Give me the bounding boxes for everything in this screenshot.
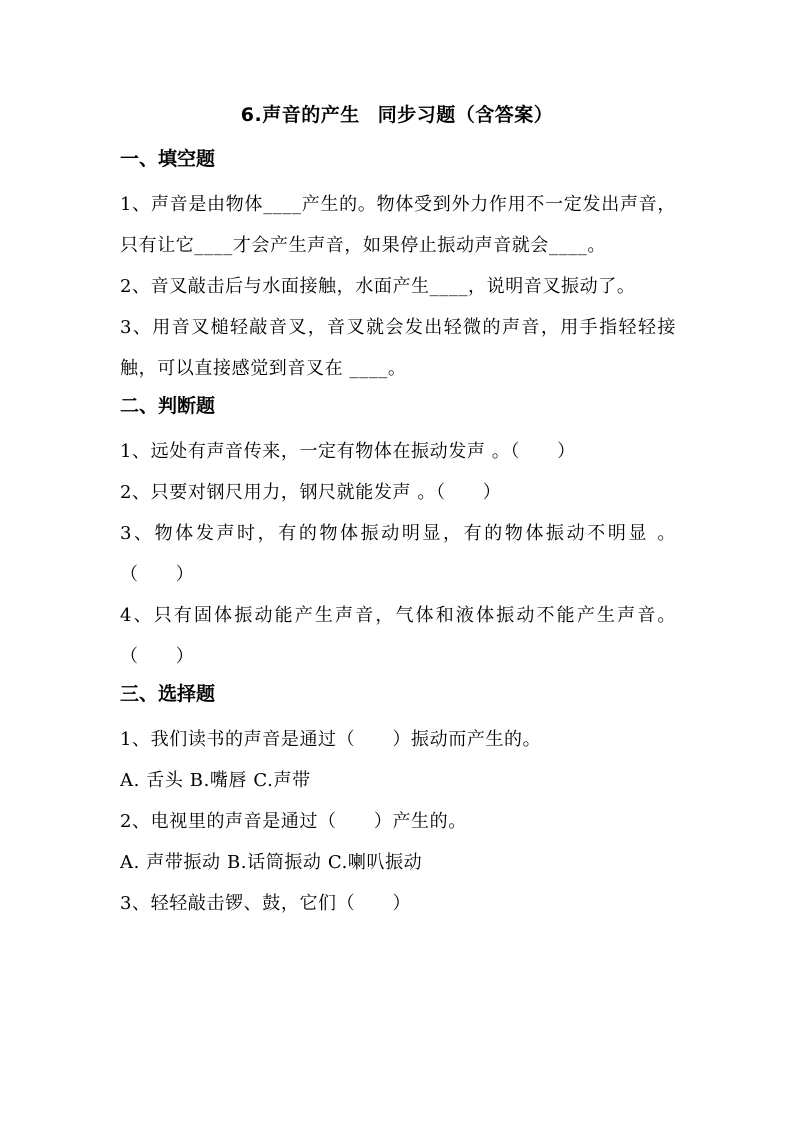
question-item: 3、用音叉槌轻敲音叉，音叉就会发出轻微的声音，用手指轻轻接触，可以直接感觉到音叉在 ____。 xyxy=(120,317,676,379)
document-title xyxy=(0,100,794,127)
section-heading-multiple-choice: 三、选择题 xyxy=(120,683,216,705)
question-item: 2、电视里的声音是通过（ ）产生的。 xyxy=(120,811,467,832)
question-item: 1、声音是由物体____产生的。物体受到外力作用不一定发出声音，只有让它____才会产生声音，如果停止振动声音就会____。 xyxy=(120,194,676,256)
title-part-1: 6.声音的产生 xyxy=(240,104,360,126)
document-body xyxy=(120,146,676,924)
question-item: 4、只有固体振动能产生声音，气体和液体振动不能产生声音。（ ） xyxy=(120,605,676,667)
question-item: 2、音叉敲击后与水面接触，水面产生____，说明音叉振动了。 xyxy=(120,276,636,297)
answer-options: A. 舌头 B.嘴唇 C.声带 xyxy=(120,770,311,791)
title-part-2: 同步习题（含答案） xyxy=(377,104,554,126)
question-item: 1、远处有声音传来，一定有物体在振动发声 。（ ） xyxy=(120,441,576,462)
question-item: 3、轻轻敲击锣、鼓，它们（ ） xyxy=(120,893,412,914)
section-heading-true-false: 二、判断题 xyxy=(120,395,216,417)
answer-options: A. 声带振动 B.话筒振动 C.喇叭振动 xyxy=(120,852,423,873)
question-item: 3、物体发声时，有的物体振动明显，有的物体振动不明显 。（ ） xyxy=(120,523,676,585)
question-item: 2、只要对钢尺用力，钢尺就能发声 。（ ） xyxy=(120,482,502,503)
question-item: 1、我们读书的声音是通过（ ）振动而产生的。 xyxy=(120,729,542,750)
section-heading-fill-blank: 一、填空题 xyxy=(120,148,216,170)
